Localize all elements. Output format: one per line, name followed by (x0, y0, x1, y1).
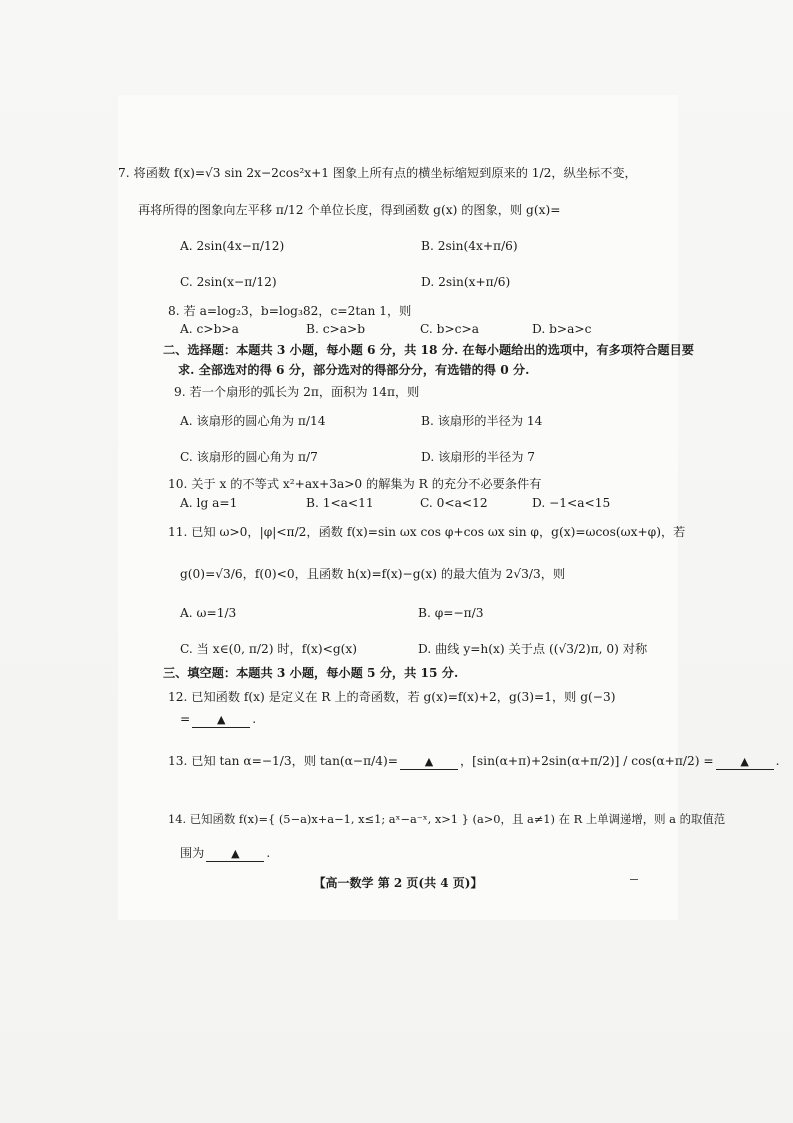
answer-mark-icon: ▲ (424, 755, 434, 768)
answer-mark-icon: ▲ (231, 847, 240, 860)
q12-period: . (252, 712, 257, 726)
q14-period: . (266, 846, 271, 860)
q10-option-d: D. −1<a<15 (532, 496, 611, 510)
q9-option-d: D. 该扇形的半径为 7 (421, 450, 536, 464)
section3-heading: 三、填空题：本题共 3 小题，每小题 5 分，共 15 分. (163, 666, 459, 680)
q11-option-b: B. φ=−π/3 (418, 606, 484, 620)
q11-option-a: A. ω=1/3 (180, 606, 237, 620)
q8-stem: 8. 若 a=log₂3，b=log₃82，c=2tan 1，则 (168, 304, 412, 318)
q13-part2: ，[sin(α+π)+2sin(α+π/2)] / cos(α+π/2) = (459, 754, 714, 768)
q7-stem-line1: 7. 将函数 f(x)=√3 sin 2x−2cos²x+1 图象上所有点的横坐标缩短到原来的 1/2，纵坐标不变， (118, 166, 637, 180)
q13-stem (168, 753, 779, 770)
q9-option-b: B. 该扇形的半径为 14 (421, 414, 543, 428)
q10-option-c: C. 0<a<12 (420, 496, 488, 510)
q11-option-d: D. 曲线 y=h(x) 关于点 ((√3/2)π, 0) 对称 (418, 642, 648, 656)
q11-stem-line2: g(0)=√3/6，f(0)<0，且函数 h(x)=f(x)−g(x) 的最大值为 2√3/3，则 (180, 567, 566, 581)
q12-stem-line1: 12. 已知函数 f(x) 是定义在 R 上的奇函数，若 g(x)=f(x)+2，g(3)=1，则 g(−3) (168, 690, 616, 704)
q7-option-d: D. 2sin(x+π/6) (421, 275, 511, 289)
q14-range-label: 围为 (180, 846, 205, 860)
q9-stem: 9. 若一个扇形的弧长为 2π，面积为 14π，则 (174, 385, 420, 399)
section2-heading-line1: 二、选择题：本题共 3 小题，每小题 6 分，共 18 分. 在每小题给出的选项中，有多项符合题目要 (163, 343, 694, 357)
q7-stem-line2: 再将所得的图象向左平移 π/12 个单位长度，得到函数 g(x) 的图象，则 g(x)= (138, 203, 561, 217)
q8-option-d: D. b>a>c (532, 322, 592, 336)
q7-option-a: A. 2sin(4x−π/12) (180, 239, 285, 253)
q13-part1: 13. 已知 tan α=−1/3，则 tan(α−π/4)= (168, 754, 398, 768)
q12-stem-line2 (180, 711, 256, 728)
answer-mark-icon: ▲ (216, 713, 226, 726)
q9-option-a: A. 该扇形的圆心角为 π/14 (180, 414, 326, 428)
q10-option-b: B. 1<a<11 (306, 496, 374, 510)
q13-answer-blank-2 (716, 754, 774, 770)
q11-option-c: C. 当 x∈(0, π/2) 时，f(x)<g(x) (180, 642, 358, 656)
q8-option-b: B. c>a>b (306, 322, 366, 336)
q8-option-a: A. c>b>a (180, 322, 239, 336)
q7-option-b: B. 2sin(4x+π/6) (421, 239, 518, 253)
q12-answer-blank (192, 712, 250, 728)
q14-stem-line2 (180, 845, 270, 862)
q12-equals: = (180, 712, 191, 726)
corner-mark (630, 879, 638, 880)
q10-stem: 10. 关于 x 的不等式 x²+ax+3a>0 的解集为 R 的充分不必要条件有 (168, 477, 542, 491)
answer-mark-icon: ▲ (740, 755, 749, 768)
exam-sheet (118, 95, 780, 920)
q13-period: . (775, 754, 780, 768)
q10-option-a: A. lg a=1 (180, 496, 238, 510)
q13-answer-blank-1 (400, 754, 458, 770)
q11-stem-line1: 11. 已知 ω>0，|φ|<π/2，函数 f(x)=sin ωx cos φ+cos ωx sin φ，g(x)=ωcos(ωx+φ)，若 (168, 525, 686, 539)
q7-option-c: C. 2sin(x−π/12) (180, 275, 277, 289)
q9-option-c: C. 该扇形的圆心角为 π/7 (180, 450, 318, 464)
q14-stem-line1: 14. 已知函数 f(x)={ (5−a)x+a−1, x≤1; aˣ−a⁻ˣ, x>1 } (a>0，且 a≠1) 在 R 上单调递增，则 a 的取值范 (168, 812, 726, 826)
section2-heading-line2: 求. 全部选对的得 6 分，部分选对的得部分分，有选错的得 0 分. (178, 363, 530, 377)
q14-answer-blank (206, 846, 264, 862)
page-footer: 【高一数学 第 2 页(共 4 页)】 (313, 876, 483, 890)
q8-option-c: C. b>c>a (420, 322, 479, 336)
